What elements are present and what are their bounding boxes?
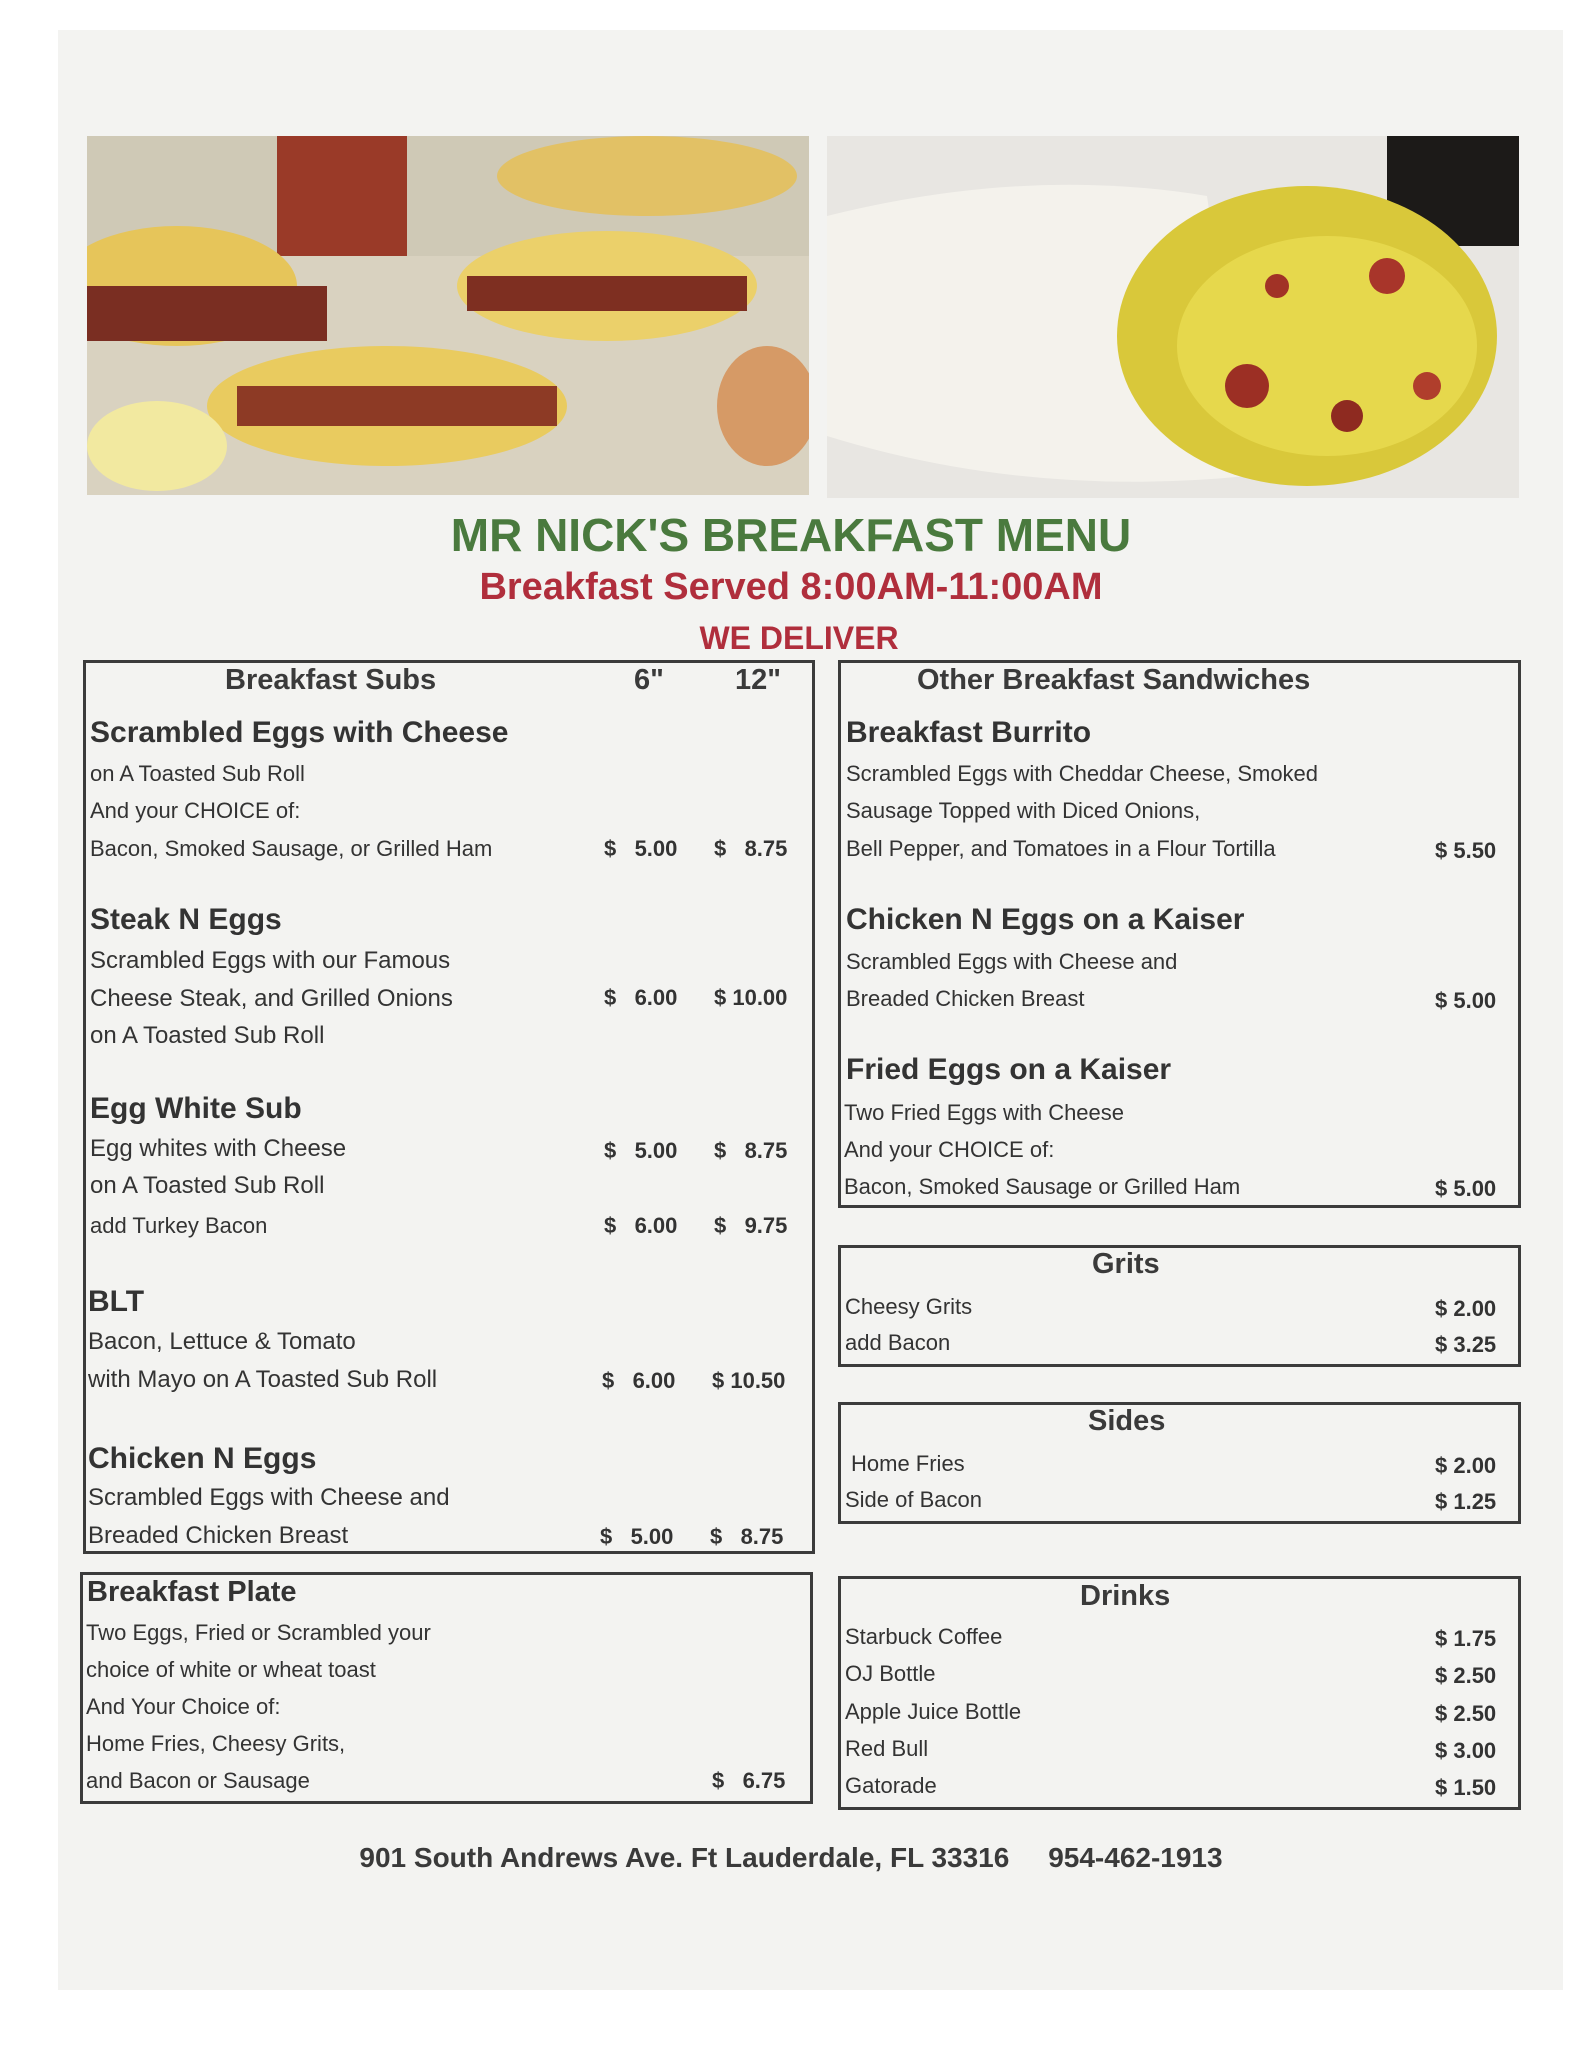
plate-desc: choice of white or wheat toast [86,1657,376,1682]
size-12-header: 12" [735,664,782,696]
item-desc: Two Fried Eggs with Cheese [844,1100,1125,1125]
item-name: Chicken N Eggs on a Kaiser [846,903,1245,936]
grits-header: Grits [1092,1248,1160,1280]
item-desc: Scrambled Eggs with our Famous [90,947,451,974]
plate-desc: And Your Choice of: [86,1694,281,1719]
item-name: Scrambled Eggs with Cheese [90,716,509,749]
item-desc: Bell Pepper, and Tomatoes in a Flour Tortilla [846,836,1276,861]
plate-desc: Home Fries, Cheesy Grits, [86,1731,346,1756]
item-desc: Breaded Chicken Breast [846,986,1085,1011]
price-6: $ 6.00 [604,985,678,1010]
item-desc: Cheese Steak, and Grilled Onions [90,985,453,1012]
item-desc: Breaded Chicken Breast [88,1522,349,1549]
sides-price: $ 1.25 [1435,1489,1497,1514]
menu-title: MR NICK'S BREAKFAST MENU [450,509,1132,561]
drinks-header: Drinks [1080,1580,1171,1612]
sandwiches-header: Other Breakfast Sandwiches [917,664,1311,696]
plate-name: Breakfast Plate [87,1576,297,1608]
addon-price-6: $ 6.00 [604,1213,678,1238]
item-desc: Scrambled Eggs with Cheese and [846,949,1178,974]
drink-item: OJ Bottle [845,1661,936,1686]
breakfast-subs-photo [87,136,809,495]
sides-item: Side of Bacon [845,1487,982,1512]
price-6: $ 5.00 [604,1138,678,1163]
price-12: $ 10.50 [712,1368,786,1393]
price-6: $ 5.00 [604,836,678,861]
price-6: $ 5.00 [600,1524,674,1549]
grits-price: $ 3.25 [1435,1332,1497,1357]
item-desc: on A Toasted Sub Roll [90,761,305,786]
drink-price: $ 2.50 [1435,1701,1497,1726]
item-name: Chicken N Eggs [88,1442,317,1475]
drink-price: $ 1.75 [1435,1626,1497,1651]
grits-price: $ 2.00 [1435,1296,1497,1321]
item-desc: Bacon, Lettuce & Tomato [88,1328,356,1355]
delivery-text: WE DELIVER [699,620,899,656]
item-price: $ 5.00 [1435,1176,1497,1201]
item-desc: on A Toasted Sub Roll [90,1022,325,1049]
size-6-header: 6" [634,664,664,696]
item-name: Breakfast Burrito [846,716,1092,749]
item-desc: Egg whites with Cheese [90,1135,347,1162]
item-desc: And your CHOICE of: [90,798,301,823]
drink-price: $ 1.50 [1435,1775,1497,1800]
drink-price: $ 3.00 [1435,1738,1497,1763]
item-desc: Bacon, Smoked Sausage, or Grilled Ham [90,836,493,861]
item-desc: Sausage Topped with Diced Onions, [846,798,1201,823]
sides-item: Home Fries [851,1451,965,1476]
price-12: $ 10.00 [714,985,788,1010]
drink-item: Apple Juice Bottle [845,1699,1022,1724]
drinks-box [838,1576,1521,1810]
price-6: $ 6.00 [602,1368,676,1393]
item-desc: on A Toasted Sub Roll [90,1172,325,1199]
item-price: $ 5.50 [1435,838,1497,863]
grits-item: Cheesy Grits [845,1294,973,1319]
item-name: Steak N Eggs [90,903,282,936]
item-desc: Scrambled Eggs with Cheddar Cheese, Smoked [846,761,1319,786]
item-name: Fried Eggs on a Kaiser [846,1053,1172,1086]
price-12: $ 8.75 [714,836,788,861]
drink-item: Starbuck Coffee [845,1624,1003,1649]
drink-item: Gatorade [845,1773,937,1798]
item-desc: And your CHOICE of: [844,1137,1055,1162]
item-desc: add Turkey Bacon [90,1213,268,1238]
plate-price: $ 6.75 [712,1768,786,1793]
price-12: $ 8.75 [714,1138,788,1163]
price-12: $ 8.75 [710,1524,784,1549]
hours-text: Breakfast Served 8:00AM-11:00AM [479,566,1103,608]
item-name: BLT [88,1285,145,1318]
grits-item: add Bacon [845,1330,951,1355]
plate-desc: Two Eggs, Fried or Scrambled your [86,1620,431,1645]
address-footer: 901 South Andrews Ave. Ft Lauderdale, FL 33316 954-462-1913 [359,1842,1223,1873]
sides-header: Sides [1088,1405,1166,1437]
item-desc: with Mayo on A Toasted Sub Roll [88,1366,438,1393]
subs-header: Breakfast Subs [225,664,437,696]
item-desc: Bacon, Smoked Sausage or Grilled Ham [844,1174,1241,1199]
drink-price: $ 2.50 [1435,1663,1497,1688]
item-desc: Scrambled Eggs with Cheese and [88,1484,450,1511]
plate-desc: and Bacon or Sausage [86,1768,310,1793]
breakfast-burrito-photo [827,136,1519,498]
item-name: Egg White Sub [90,1092,302,1125]
sides-price: $ 2.00 [1435,1453,1497,1478]
drink-item: Red Bull [845,1736,929,1761]
item-price: $ 5.00 [1435,988,1497,1013]
addon-price-12: $ 9.75 [714,1213,788,1238]
